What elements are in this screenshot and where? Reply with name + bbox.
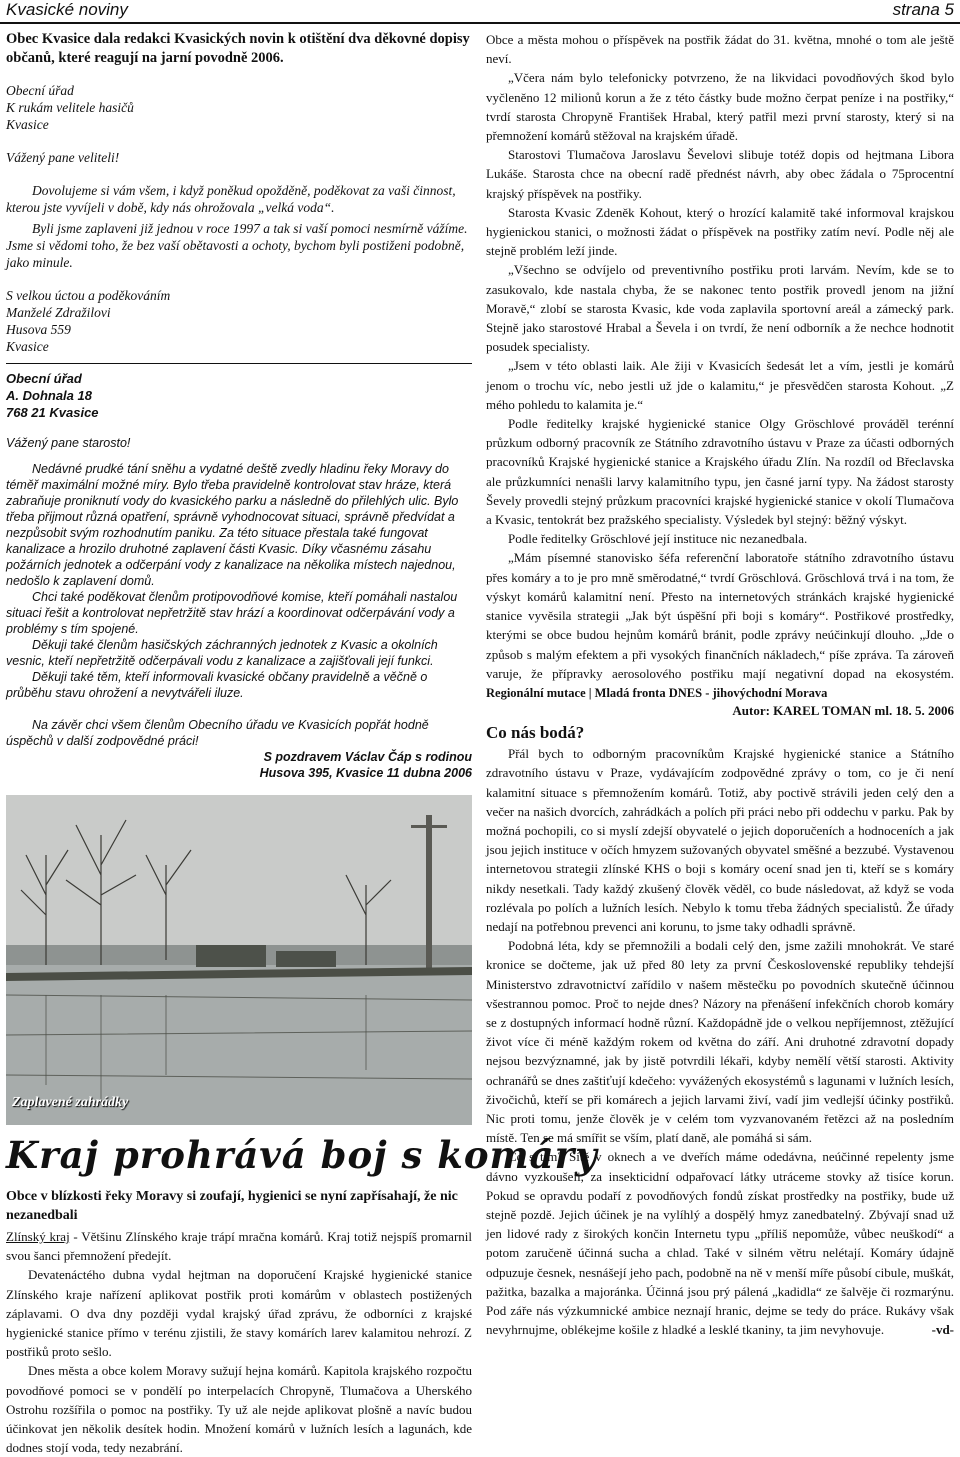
article-p12 <box>486 548 954 702</box>
section2-p3-text: Co s tím? Sítě v oknech a ve dveřích máme odedávna, neúčinné repelenty jsme dávno vyzkoušeli, za insekticidní odpařovací látky utráceme stovky až tisíce korun. Pokud se opravdu podaří z povodňových fondů získat prostředky na postřiky, bude už stejně pozdě. Jejich účinek je na vylíhlý a dospělý hmyz zanedbatelný. Zbývají snad už jen lidové rady z širokých končin Internetu typu „příliš nepomůže, vůbec neuškodí“ a potom zaručeně účinná sucha a chlad. Také v silném větru nelétají. Komáry údajně odpuzuje česnek, nesnášejí jeho pach, podobně na ně v menší míře působí cibule, muškát, pažitka, bazalka a majoránka. Účinná jsou prý pálená „kadidla“ ze šalvěje či rozmarýnu. Pod záře nás výzkumnické ambice neznají hranic, dejme se tedy do práce. Rukávy však nevyhrnujme, oblékejme košile z hladké a lesklé tkaniny, ta jim nevyhovuje. <box>486 1149 954 1338</box>
letter1-sig3: Kvasice <box>6 339 49 354</box>
letter2-p4: Děkuji také těm, kteří informovali kvasické občany pravidelně a věčně o průběhu stavu ohrožení a nevytvářeli iluze. <box>6 670 428 700</box>
article-p12-text: „Mám písemné stanovisko šéfa referenční laboratoře státního zdravotního ústavu přes komáry a to je pro mně směrodatné,“ tvrdí Gröschlová. Gröschlová trvá i na tom, že výskyt komárů kalamitní není. Přesto na internetových stránkách krajské hygienické stanice vyvěsila strategii „Jak být úspěšní při boji s komáry“. Postřikové prostředky, kterými se obce budou hejnům komárů bránit, podle zprávy neúčinkují dlouho. „Jde o způsob s malým efektem a při vysokých finančních nákladech,“ píše zpráva. Ta zároveň varuje, že přípravky aerosolového postřiku mají negativní dopad na ekosystém. <box>486 550 954 681</box>
article-p6: Starostovi Tlumačova Jaroslavu Ševelovi slibuje totéž dopis od hejtmana Libora Lukáše. Starosta chce na obecní radě přednést návrh, aby obec žádala o 75procentní krajský příspěvek na postřiky. <box>486 147 954 201</box>
divider <box>6 363 472 364</box>
section-title: Co nás bodá? <box>486 723 585 743</box>
page-number: strana 5 <box>892 0 954 19</box>
section2-p3 <box>486 1147 954 1339</box>
article-p1 <box>6 1227 472 1265</box>
article-p9: „Jsem v této oblasti laik. Ale žiji v Kvasicích šedesát let a vím, jestli je komárů jenom o trochu víc, nebo jestli už jde o kalamitu,“ je přesvědčen starosta Kohout. „Z mého pohledu to kalamita je.“ <box>486 358 954 412</box>
letter2-addr3: 768 21 Kvasice <box>6 405 99 420</box>
letter2-p3: Děkuji také členům hasičských záchranných jednotek z Kvasic a okolních vesnic, kteří nepřetržitě odčerpávali vodu z kanalizace a zajišťovali její funkci. <box>6 638 438 668</box>
article-headline: Kraj prohrává boj s komáry <box>6 1133 598 1177</box>
page-header <box>0 0 960 24</box>
letter2-p5: Na závěr chci všem členům Obecního úřadu ve Kvasicích popřát hodně úspěchů v další zodpovědné práci! <box>6 718 429 748</box>
article-source: Regionální mutace | Mladá fronta DNES - jihovýchodní Morava <box>486 685 828 700</box>
letter-mayor <box>6 370 472 781</box>
letter2-salutation: Vážený pane starosto! <box>6 436 131 450</box>
section2-p2: Podobná léta, kdy se přemnožili a bodali celý den, jsme zažili mnohokrát. Ve staré kronice se dočteme, jak už před 80 lety za první Československé republiky tehdejší Ministerstvo zdravotnictví zařídilo v našem městečku po povodních skutečně účinnou všestrannou pomoc. Proč to nejde dnes? Názory na přenášení infekčních chorob komáry se z dostupných informací hodně různí. Každopádně jde o velkou nepříjemnost, ztěžující život více či méně každým rokem od května do září. Ani druhotné zdravotní dopady nejsou bezvýznamné, jak by jistě potvrdili lékaři, kdyby nemělí větší starosti. Aktivity ochranářů se dnes zaštiťují kdečeho: vyvážených ekosystémů s lagunami v lužních lesích, živočichů, kteří se při komárech a jejich larvami živí, vadí jim vedlejší účinky postřiků. Nic proti tomu, jenže člověk je v celém tom vyzvanovaném řetězci až na posledním místě. Ten se má smířit se vším, platí daně, ale pomáhá si sám. <box>486 938 954 1146</box>
letter1-addr3: Kvasice <box>6 117 49 132</box>
letter-fire-chief <box>6 82 472 355</box>
author-signature: -vd- <box>931 1322 954 1338</box>
flood-photo <box>6 795 472 1125</box>
article-subhead: Obce v blízkosti řeky Moravy si zoufají, hygienici se nyní zapřísahají, že nic nezanedbali <box>6 1189 458 1223</box>
letter1-p2: Byli jsme zaplaveni již jednou v roce 1997 a tak si vaší pomoci nesmírně vážíme. Jsme si vědomi toho, že bez vaší obětavosti a ochoty, bychom byli postiženi podobně, jako minule. <box>6 221 468 270</box>
article-p2: Devatenáctého dubna vydal hejtman na doporučení Krajské hygienické stanice Zlínského kraje nařízení aplikovat postřik proti komárům v oblastech postižených záplavami. O dva dny později vydal krajský úřad zprávu, že odborníci z krajské hygienické stanice přímo v terénu zjistili, že stavy komárích larev kalamitou nehrozí. Z postřiků proto sešlo. <box>6 1267 472 1360</box>
article-p8: „Všechno se odvíjelo od preventivního postřiku proti larvám. Nevím, kde se to zasukovalo, kde nastala chyba, že se nakonec tento postřik provedl jenom na jižní Moravě,“ zlobí se starosta Kvasic, kde voda zaplavila sportovní areál a zámecký park. Stejně jako starostové Hrabal a Ševela i on tvrdí, že není odborník a že nechce hodnotit posudek specialisty. <box>486 262 954 355</box>
lead-headline: Obec Kvasice dala redakci Kvasických novin k otištění dva děkovné dopisy občanů, které reagují na jarní povodně 2006. <box>6 31 470 66</box>
article-p10: Podle ředitelky krajské hygienické stanice Olgy Gröschlové prováděl terénní průzkum odborný pracovník ze Státního zdravotního ústavu v Praze za účasti odborných pracovníků Krajské hygienické stanice a Krajského úřadu Zlín. Na rozdíl od Břeclavska ale průzkumníci nenašli larvy kalamitního typu, jen časné jarní typy. Na žádost starosty Ševely provedli stejný průzkum pracovníci krajské hygienické stanice v okolí Tlumačova a Kvasic, tentokrát bez pražského specialisty. Výsledek byl stejný: běžný výskyt. <box>486 416 954 528</box>
region-link[interactable]: Zlínský kraj <box>6 1229 70 1244</box>
letter1-addr1: Obecní úřad <box>6 83 74 98</box>
letter2-p2: Chci také poděkovat členům protipovodňové komise, kteří pomáhali nastalou situaci řešit a kontrolovat nepřetržitě stav hrází a koordinovat odčerpávání vody a problémy s tím spojené. <box>6 590 458 636</box>
letter2-sig1: S pozdravem Václav Čáp s rodinou <box>263 750 472 764</box>
flood-photo-image <box>6 795 472 1125</box>
article-p5: „Včera nám bylo telefonicky potvrzeno, že na likvidaci povodňových škod bylo vyčleněno 12 milionů korun a že z této částky bude možno čerpat peníze i na postřiky,“ tvrdí starosta Chropyně František Hrabal, který patřil mezi první starosty, který si na přemnožení komárů stěžoval na krajském úřadě. <box>486 70 954 144</box>
section2-p1: Přál bych to odborným pracovníkům Krajské hygienické stanice a Státního zdravotního ústavu v Praze, vydávajícím zodpovědné zprávy o tom, co je či není kalamitní situace s přemnožením komárů. Totiž, aby poctivě strávili jeden celý den a večer na našich dvorcích, zahrádkách a polích při práci nebo při oddechu v parku. Pak by možná pochopili, co si myslí zdejší obyvatelé o jejich doporučeních a hodnoceních a jak jsou jejich instituce v očích hmyzem sužovaných obyvatel směšné a bezzubé. Vystavenou internetovou strategii zlínské KHS o boji s komáry ocení snad jen ti, kteří se s komáry nikdy nesetkali. Tady každý zkušený člověk věděl, co bude následovat, až když se voda rozlévala po polích a lužních lesích. Nebylo k tomu třeba žádných specialistů. Že úřady nedají na potřebnou prevenci ani korunu, to jsme taky odhadli správně. <box>486 746 954 934</box>
newspaper-title: Kvasické noviny <box>6 0 128 19</box>
letter2-sig2: Husova 395, Kvasice 11 dubna 2006 <box>259 766 472 780</box>
letter1-sig2: Husova 559 <box>6 322 71 337</box>
letter1-p1: Dovolujeme si vám všem, i když poněkud opožděně, poděkovat za vaši činnost, kterou jste vyvíjeli v době, kdy nás ohrožovala „velká voda“. <box>6 183 456 215</box>
article-p11: Podle ředitelky Gröschlové její instituce nic nezanedbala. <box>508 531 808 547</box>
letter1-closing: S velkou úctou a poděkováním <box>6 288 171 303</box>
article-p1-text: - Většinu Zlínského kraje trápí mračna komárů. Kraj totiž nejspíš promarnil svou šanci přemnožení předejít. <box>6 1229 473 1264</box>
article-body-left <box>6 1227 472 1457</box>
letter2-addr2: A. Dohnala 18 <box>6 388 92 403</box>
letter2-p1: Nedávné prudké tání sněhu a vydatné deště zvedly hladinu řeky Moravy do téměř maximální možné míry. Bylo třeba pravidelně kontrolovat stav hráze, která zabraňuje proniknutí vody do kvasického parku a následně do přilehlých ulic. Bylo třeba přijmout různá opatření, správně vyhodnocovat situaci, správně předvídat a nezpůsobit svým rozhodnutím paniku. Za této situace přestala také fungovat kanalizace a hrozilo druhotné zaplavení části Kvasic. Díky včasnému zásahu požárních jednotek a odčerpání vody z kanalizace na několika místech najednou, nedošlo k zaplavení domů. <box>6 462 459 588</box>
letter1-addr2: K rukám velitele hasičů <box>6 100 134 115</box>
letter2-addr1: Obecní úřad <box>6 371 82 386</box>
right-column <box>486 30 954 1339</box>
letter1-sig1: Manželé Zdražilovi <box>6 305 111 320</box>
letter1-salutation: Vážený pane veliteli! <box>6 150 120 165</box>
article-p3: Dnes města a obce kolem Moravy sužují hejna komárů. Kapitola krajského rozpočtu povodňové pomoci se v pondělí po interpelacích Chropyně, Tlumačova a Uherského Ostrohu rozšířila o pomoc na postřiky. Ty už ale nejde aplikovat plošně a navíc budou účinkovat jen několik desítek hodin. Množení komárů v lužních lesích a lagunách, kde dodnes stojí voda, tedy nezabrání. <box>6 1363 472 1456</box>
article-p4: Obce a města mohou o příspěvek na postřik žádat do 31. května, mnohé o tom ale ještě neví. <box>486 32 954 67</box>
article-author: Autor: KAREL TOMAN ml. 18. 5. 2006 <box>732 703 954 719</box>
photo-caption: Zaplavené zahrádky <box>12 1095 129 1110</box>
article-p7: Starosta Kvasic Zdeněk Kohout, který o hrozící kalamitě také informoval krajskou hygienickou stanici, o možnosti žádat o příspěvek na postřiky zatím neví. Podle něj ale stejně problém leží jinde. <box>486 204 954 259</box>
